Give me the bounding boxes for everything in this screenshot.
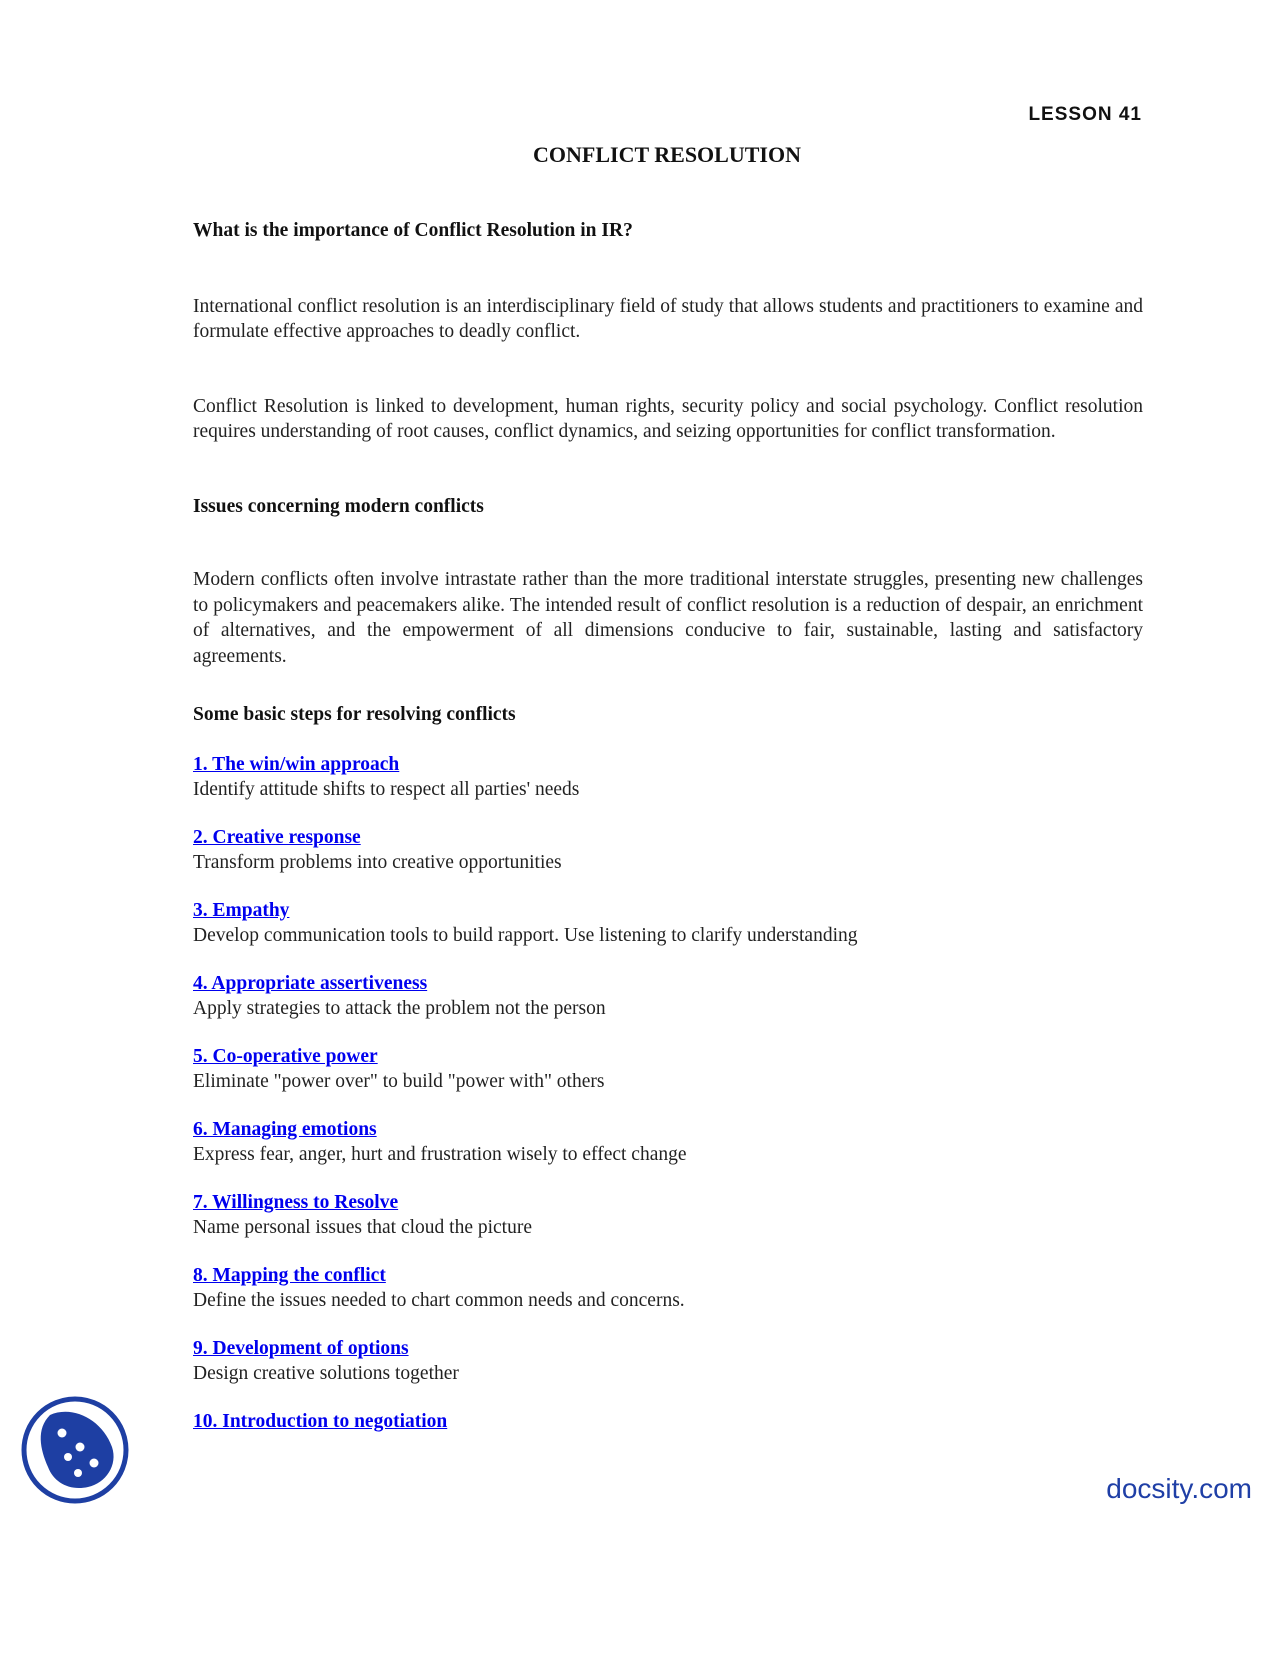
- step-link-empathy[interactable]: 3. Empathy: [193, 899, 290, 921]
- step-item: [193, 825, 1143, 876]
- step-item: [193, 1117, 1143, 1168]
- steps-list: [193, 752, 1143, 1435]
- step-link-mapping[interactable]: 8. Mapping the conflict: [193, 1264, 386, 1286]
- step-description: Transform problems into creative opportunities: [193, 852, 562, 873]
- step-link-managing-emotions[interactable]: 6. Managing emotions: [193, 1118, 377, 1140]
- step-item: [193, 1336, 1143, 1387]
- step-item: [193, 1190, 1143, 1241]
- step-item: [193, 1044, 1143, 1095]
- step-link-cooperative-power[interactable]: 5. Co-operative power: [193, 1045, 378, 1067]
- step-item: [193, 1409, 1143, 1435]
- step-description: Name personal issues that cloud the picture: [193, 1217, 532, 1238]
- page-title: CONFLICT RESOLUTION: [533, 142, 801, 167]
- step-link-assertiveness[interactable]: 4. Appropriate assertiveness: [193, 972, 428, 994]
- step-link-creative-response[interactable]: 2. Creative response: [193, 826, 361, 848]
- step-item: [193, 898, 1143, 949]
- paragraph-importance-1: International conflict resolution is an interdisciplinary field of study that allows students and practitioners to examine and formulate effective approaches to deadly conflict.: [193, 295, 1143, 342]
- lesson-number: LESSON 41: [1028, 104, 1142, 125]
- step-description: Design creative solutions together: [193, 1363, 459, 1384]
- paragraph-importance-2: Conflict Resolution is linked to development, human rights, security policy and social psychology. Conflict resolution requires understanding of root causes, conflict dynamics, and seizing opportunities for conflict transformation.: [193, 395, 1143, 442]
- step-description: Apply strategies to attack the problem not the person: [193, 998, 606, 1019]
- step-link-options[interactable]: 9. Development of options: [193, 1337, 409, 1359]
- step-description: Develop communication tools to build rapport. Use listening to clarify understanding: [193, 925, 858, 946]
- document-body: [193, 218, 1143, 1456]
- section-heading-importance: What is the importance of Conflict Resolution in IR?: [193, 220, 633, 241]
- step-link-win-win[interactable]: 1. The win/win approach: [193, 753, 400, 775]
- step-link-willingness[interactable]: 7. Willingness to Resolve: [193, 1191, 399, 1213]
- docsity-logo-icon[interactable]: [20, 1395, 130, 1505]
- step-description: Express fear, anger, hurt and frustration wisely to effect change: [193, 1144, 687, 1165]
- section-heading-steps: Some basic steps for resolving conflicts: [193, 704, 516, 725]
- docsity-brand-link[interactable]: docsity.com: [1106, 1473, 1252, 1504]
- step-description: Define the issues needed to chart common needs and concerns.: [193, 1290, 685, 1311]
- step-description: Identify attitude shifts to respect all parties' needs: [193, 779, 580, 800]
- step-description: Eliminate "power over" to build "power with" others: [193, 1071, 605, 1092]
- paragraph-modern: Modern conflicts often involve intrastate rather than the more traditional interstate struggles, presenting new challenges to policymakers and peacemakers alike. The intended result of conflict resolution is a reduction of despair, an enrichment of alternatives, and the empowerment of all dimensions conducive to fair, sustainable, lasting and satisfactory agreements.: [193, 569, 1143, 667]
- step-link-negotiation[interactable]: 10. Introduction to negotiation: [193, 1410, 448, 1432]
- step-item: [193, 752, 1143, 803]
- step-item: [193, 971, 1143, 1022]
- step-item: [193, 1263, 1143, 1314]
- section-heading-modern: Issues concerning modern conflicts: [193, 495, 484, 517]
